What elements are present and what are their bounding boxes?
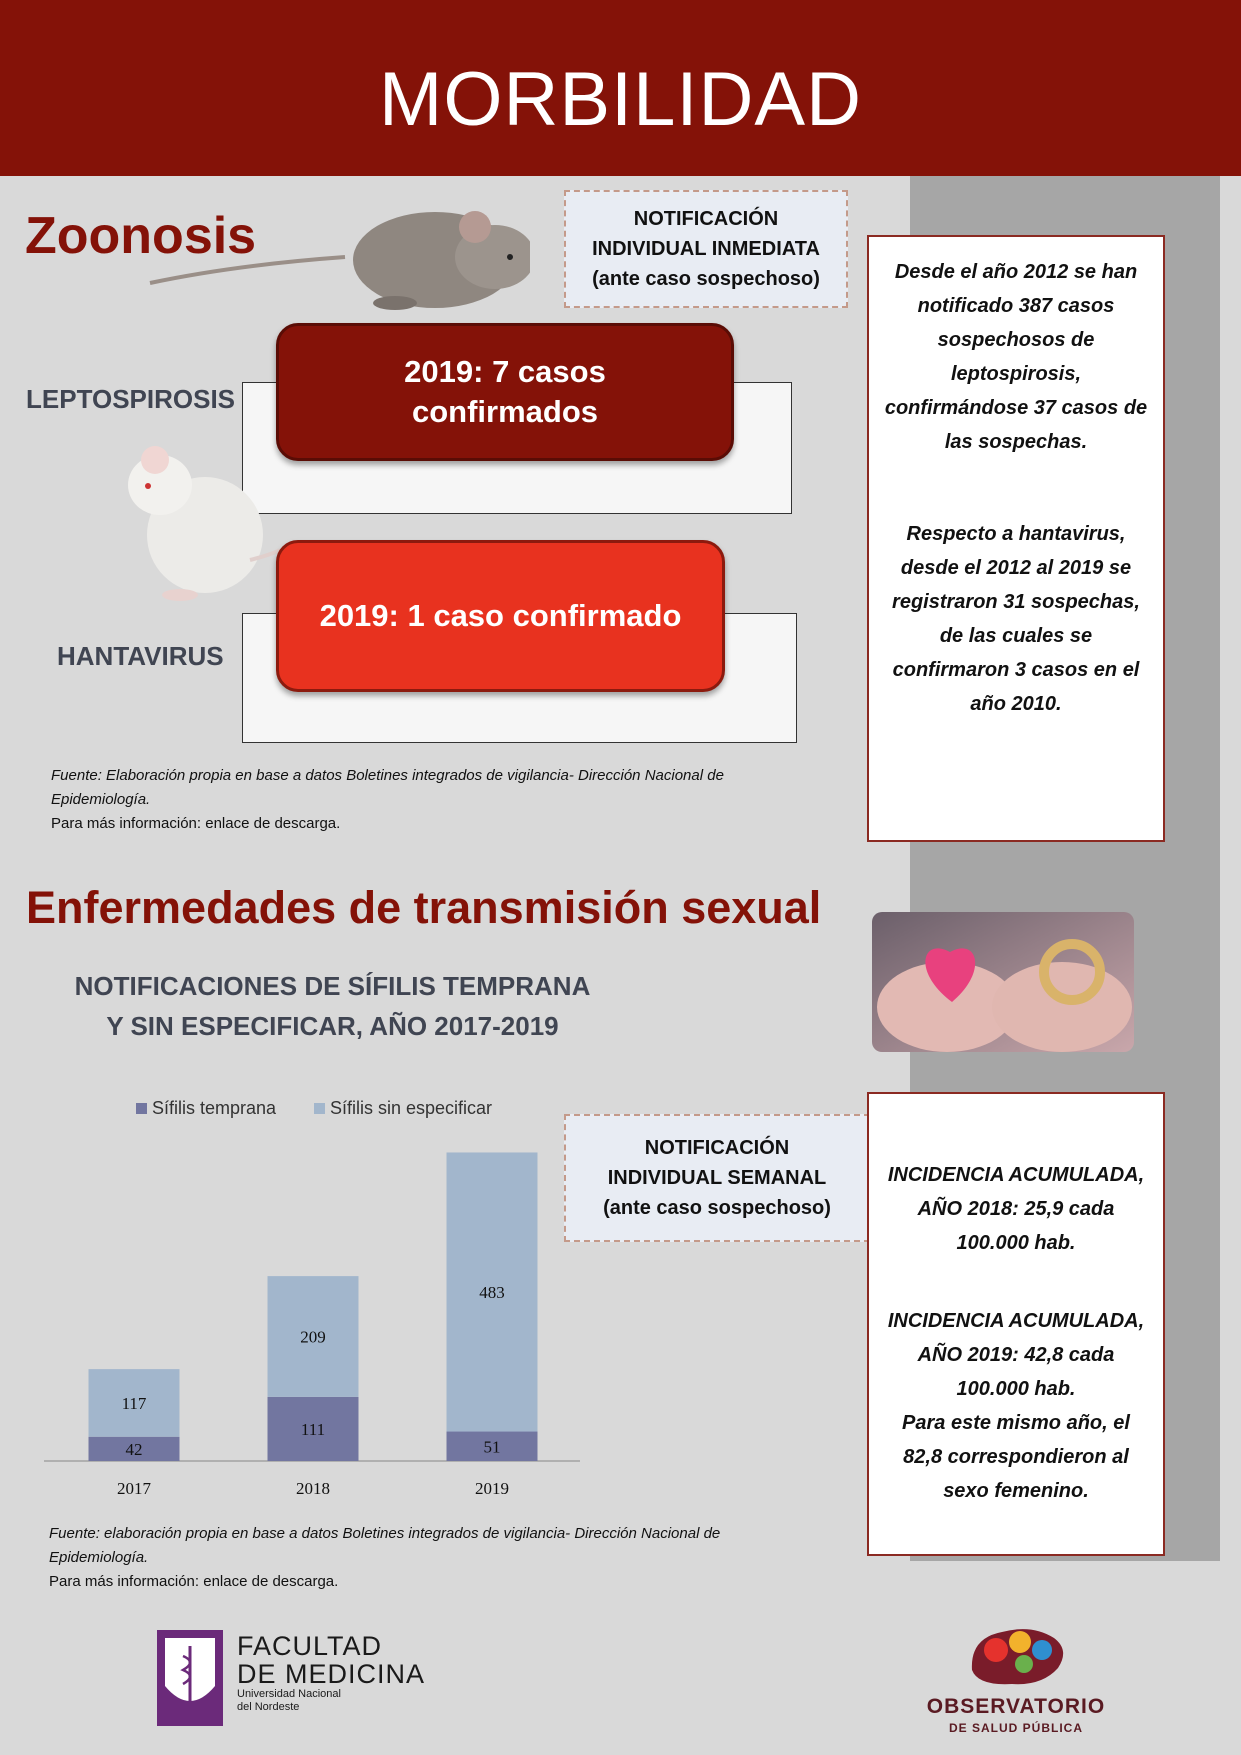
source-line: Epidemiología. [51, 791, 151, 808]
side-text-line: notificado 387 casos [917, 295, 1115, 317]
side-text-line: año 2010. [970, 693, 1062, 715]
notice-line: (ante caso sospechoso) [603, 1197, 831, 1219]
side-text-line: AÑO 2018: 25,9 cada [917, 1198, 1115, 1220]
facultad-medicina-logo [157, 1630, 223, 1726]
page-title: MORBILIDAD [379, 57, 862, 142]
hantavirus-label: HANTAVIRUS [57, 641, 224, 671]
more-info-link[interactable]: Para más información: enlace de descarga. [51, 815, 341, 832]
side-text-line: sexo femenino. [943, 1480, 1089, 1502]
legend-label-temprana: Sífilis temprana [152, 1098, 277, 1118]
legend-swatch-sin-especificar [314, 1103, 325, 1114]
notice-semanal [564, 1114, 870, 1242]
notice-line: INDIVIDUAL INMEDIATA [592, 238, 820, 260]
chart-title [45, 966, 620, 1046]
facultad-medicina-text [237, 1632, 425, 1714]
side-text-line: sospechosos de [937, 329, 1095, 351]
zoonosis-title: Zoonosis [25, 207, 257, 265]
facultad-line: del Nordeste [237, 1701, 300, 1713]
ets-source [49, 1522, 849, 1594]
zoonosis-side-box [867, 235, 1165, 842]
hands-heart-condom-image [872, 912, 1134, 1052]
bar-value-label: 42 [125, 1439, 143, 1459]
side-text-line: desde el 2012 al 2019 se [900, 557, 1132, 579]
notice-line: INDIVIDUAL SEMANAL [607, 1167, 827, 1189]
side-text-line: leptospirosis, [950, 363, 1082, 385]
chart-legend [136, 1098, 492, 1118]
leptospirosis-label: LEPTOSPIROSIS [26, 384, 236, 414]
rat-image [100, 440, 280, 605]
legend-label-sin-especificar: Sífilis sin especificar [330, 1098, 493, 1118]
side-text-line: confirmaron 3 casos en el [892, 659, 1140, 681]
side-text-line: Desde el año 2012 se han [894, 261, 1138, 283]
side-text-line: 100.000 hab. [956, 1378, 1076, 1400]
side-text-line: 82,8 correspondieron al [903, 1446, 1129, 1468]
right-strip-edge [1220, 176, 1241, 1561]
x-tick-label: 2017 [117, 1479, 151, 1498]
pill-line: confirmados [411, 394, 599, 429]
side-text-line: registraron 31 sospechas, [892, 591, 1140, 613]
notice-line: NOTIFICACIÓN [644, 1137, 790, 1159]
mouse-image [145, 195, 530, 315]
side-text-line: AÑO 2019: 42,8 cada [917, 1344, 1115, 1366]
sifilis-chart [30, 1080, 590, 1510]
source-line: Fuente: Elaboración propia en base a datos Boletines integrados de vigilancia- Dirección Nacional de [51, 767, 724, 784]
more-info-link[interactable]: Para más información: enlace de descarga. [49, 1573, 339, 1590]
side-text-line: Respecto a hantavirus, [906, 523, 1126, 545]
facultad-line: FACULTAD [237, 1631, 383, 1661]
side-text-line: INCIDENCIA ACUMULADA, [887, 1164, 1145, 1186]
side-text-line: confirmándose 37 casos de [884, 397, 1148, 419]
pill-line: 2019: 1 caso confirmado [319, 598, 682, 633]
side-text-line: las sospechas. [944, 431, 1088, 453]
leptospirosis-cases-pill [276, 323, 734, 461]
ets-side-box [867, 1092, 1165, 1556]
side-text-line: INCIDENCIA ACUMULADA, [887, 1310, 1145, 1332]
observatorio-line: OBSERVATORIO [926, 1695, 1106, 1718]
bar-value-label: 111 [300, 1419, 326, 1439]
zoonosis-source [51, 764, 851, 836]
x-tick-label: 2019 [475, 1479, 509, 1498]
facultad-line: Universidad Nacional [237, 1688, 341, 1700]
observatorio-text [900, 1695, 1132, 1735]
source-line: Epidemiología. [49, 1549, 149, 1566]
source-line: Fuente: elaboración propia en base a datos Boletines integrados de vigilancia- Dirección Nacional de [49, 1525, 721, 1542]
pill-line: 2019: 7 casos [404, 354, 606, 389]
notice-line: (ante caso sospechoso) [592, 268, 820, 290]
side-text-line: Para este mismo año, el [902, 1412, 1130, 1434]
facultad-line: DE MEDICINA [237, 1659, 426, 1689]
side-text-line: 100.000 hab. [956, 1232, 1076, 1254]
ets-title: Enfermedades de transmisión sexual [26, 882, 822, 933]
observatorio-logo [962, 1620, 1070, 1690]
bar-value-label: 483 [479, 1283, 505, 1302]
bar-value-label: 51 [483, 1437, 501, 1457]
legend-swatch-temprana [136, 1103, 147, 1114]
bar-value-label: 117 [121, 1393, 147, 1413]
notice-line: NOTIFICACIÓN [633, 208, 779, 230]
notice-inmediata [564, 190, 848, 308]
chart-title-line: NOTIFICACIONES DE SÍFILIS TEMPRANA [74, 971, 591, 1001]
bar-value-label: 209 [300, 1327, 326, 1347]
hantavirus-cases-pill [276, 540, 725, 692]
chart-title-line: Y SIN ESPECIFICAR, AÑO 2017-2019 [106, 1011, 559, 1041]
page-header [0, 0, 1241, 176]
observatorio-line: DE SALUD PÚBLICA [948, 1721, 1083, 1735]
side-text-line: de las cuales se [939, 625, 1093, 647]
x-tick-label: 2018 [296, 1479, 330, 1498]
